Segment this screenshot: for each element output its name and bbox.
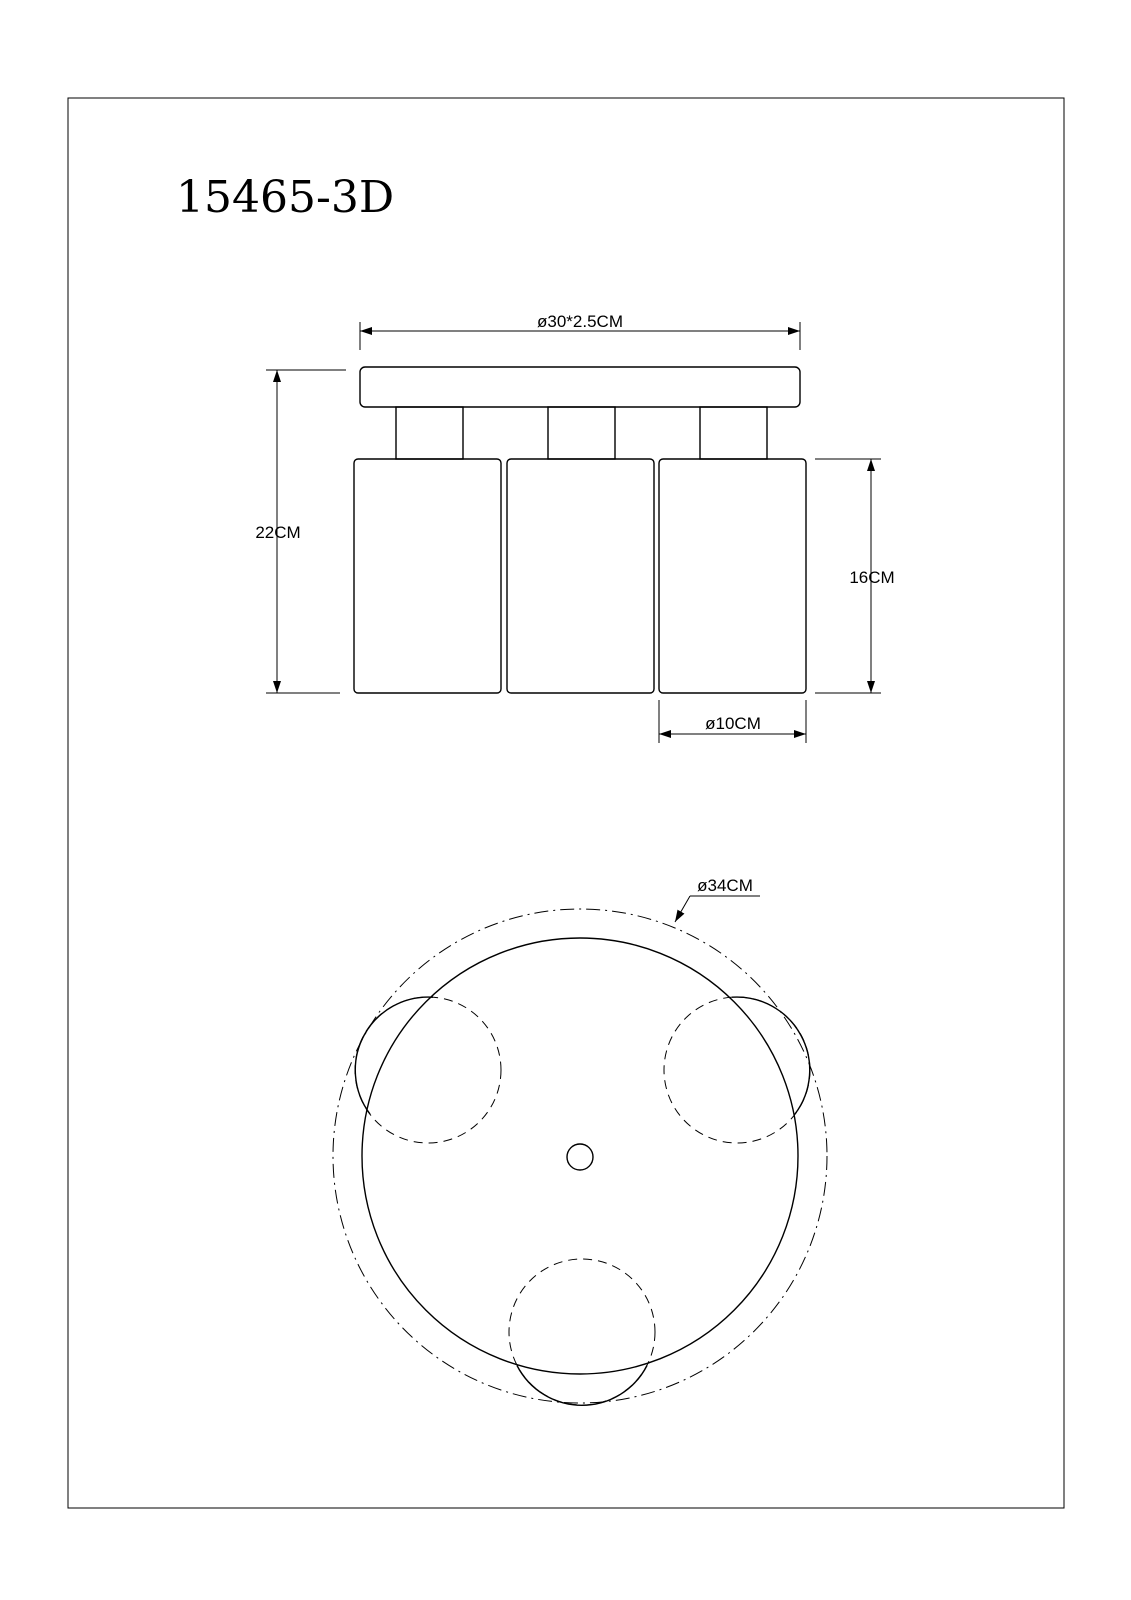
- center-mount-hole: [567, 1144, 593, 1170]
- model-number: 15465-3D: [176, 172, 395, 223]
- span-circle: [333, 909, 827, 1403]
- connector-right: [700, 407, 767, 459]
- shade-outline-right: [732, 997, 810, 1114]
- canopy-circle: [362, 938, 798, 1374]
- shade-right: [659, 459, 806, 693]
- shade-position-bottom: [509, 1259, 655, 1405]
- connector-middle: [548, 407, 615, 459]
- front-view: [255, 312, 894, 743]
- connector-left: [396, 407, 463, 459]
- shade-outline-left: [355, 997, 433, 1114]
- shade-diameter-label: ø10CM: [705, 714, 761, 733]
- sheet-border: [68, 98, 1064, 1508]
- span-diameter-label: ø34CM: [697, 876, 753, 895]
- shade-outline-bottom: [517, 1366, 647, 1406]
- top-view: [333, 876, 827, 1405]
- shade-height-label: 16CM: [849, 568, 895, 587]
- span-leader-line: [675, 896, 690, 922]
- shade-middle: [507, 459, 654, 693]
- canopy-plate: [360, 367, 800, 407]
- shade-left: [354, 459, 501, 693]
- canopy-dimension-label: ø30*2.5CM: [537, 312, 623, 331]
- height-dimension-label: 22CM: [255, 523, 301, 542]
